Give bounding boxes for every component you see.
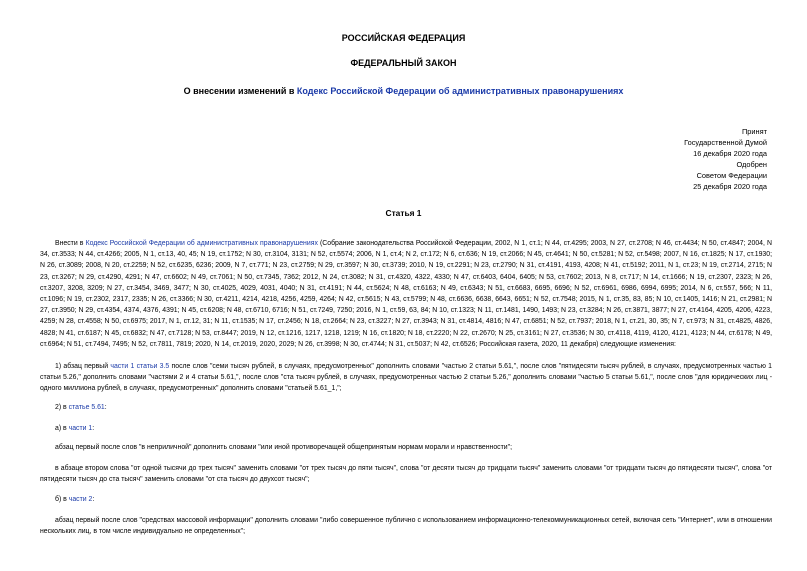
item-2-link[interactable]: статье 5.61 <box>68 404 105 411</box>
adopted-date: 16 декабря 2020 года <box>693 149 767 159</box>
item-2-suffix: : <box>104 404 107 411</box>
subitem-b-link[interactable]: части 2 <box>68 496 93 503</box>
law-title-codex-link[interactable]: Кодекс Российской Федерации об административных правонарушениях <box>296 86 624 96</box>
approved-date: 25 декабря 2020 года <box>693 182 767 192</box>
subitem-a-clause-2: в абзаце втором слова "от одной тысячи до трех тысяч" заменить словами "от трех тысяч до пяти тысяч", слова "от десяти тысяч до тридцати тысяч" заменить словами "от тридцати тысяч до пятидесяти тысяч", слова "от пятидесяти тысяч до ста тысяч" заменить словами "от ста тысяч до двухсот тысяч"; <box>40 465 772 484</box>
approved-label: Одобрен <box>736 160 767 170</box>
subitem-b-suffix: : <box>92 496 95 503</box>
intro-codex-link[interactable]: Кодекс Российской Федерации об административных правонарушениях <box>85 240 318 247</box>
subitem-b-prefix: б) в <box>55 496 69 503</box>
item-1-link[interactable]: части 1 статьи 3.5 <box>110 363 170 370</box>
subitem-b-paragraph <box>40 494 772 505</box>
law-title-prefix: О внесении изменений в <box>183 86 297 96</box>
approved-by: Советом Федерации <box>696 171 767 181</box>
law-title <box>0 86 807 96</box>
subitem-a-prefix: а) в <box>55 425 69 432</box>
intro-prefix: Внести в <box>55 240 86 247</box>
article-intro-paragraph <box>40 238 772 350</box>
country-heading: РОССИЙСКАЯ ФЕДЕРАЦИЯ <box>341 33 466 43</box>
adopted-label: Принят <box>741 127 767 136</box>
subitem-a-suffix: : <box>92 425 95 432</box>
item-1-text: после слов "семи тысяч рублей, в случаях, предусмотренных" дополнить словами "частью 2 статьи 5.61,", после слов "пятидесяти тысяч рублей, в случаях, предусмотренных частью 1 статьи 5.26," дополнить словами "частями 2 и 4 статьи 5.61,", после слов "ста тысяч рублей, в случаях, предусмотренных частью 2 статьи 5.26," дополнить словами "частью 5 статьи 5.61,", после слов "для юридических лиц - одного миллиона рублей, в случаях, предусмотренных" дополнить словами "статьей 5.61_1,"; <box>40 363 773 393</box>
item-2-prefix: 2) в <box>55 404 69 411</box>
intro-text: (Собрание законодательства Российской Федерации, 2002, N 1, ст.1; N 44, ст.4295; 2003, N 27, ст.2708; N 46, ст.4434; N 50, ст.4847; 2004, N 34, ст.3533; N 44, ст.4266; 2005, N 1, ст.13, 40, 45; N 19, ст.1752; N 30, ст.3104, 3131; N 52, ст.5574; 2006, N 1, ст.4; N 2, ст.172; N 6, ст.636; N 19, ст.2066; N 45, ст.4641; N 50, ст.5281; N 52, ст.5498; 2007, N 16, ст.1825; N 17, ст.1930; N 26, ст.3089; 2008, N 20, ст.2259; N 52, ст.6235, 6236; 2009, N 7, ст.771; N 23, ст.2759; N 29, ст.3597; N 30, ст.3739; 2010, N 19, ст.2291; N 23, ст.2790; N 31, ст.4191, 4193, 4208; N 41, ст.5192; 2011, N 1, ст.23; N 19, ст.2714, 2715; N 23, ст.3267; N 29, ст.4290, 4291; N 47, ст.6602; N 49, ст.7061; N 50, ст.7345, 7362; 2012, N 24, ст.3082; N 31, ст.4320, 4322, 4330; N 47, ст.6403, 6404, 6405; N 53, ст.7602; 2013, N 8, ст.717; N 14, ст.1666; N 19, ст.2307, 2323; N 26, ст.3207, 3208, 3209; N 27, ст.3454, 3469, 3477; N 30, ст.4025, 4029, 4031, 4040; N 31, ст.4191; N 44, ст.5624; N 48, ст.6163; N 49, ст.6343; N 51, ст.6683, 6695, 6696; N 52, ст.6961, 6986, 6994, 6995; 2014, N 6, ст.557, 566; N 11, ст.1096; N 19, ст.2302, 2317, 2335; N 26, ст.3366; N 30, ст.4211, 4214, 4218, 4256, 4259, 4264; N 42, ст.5615; N 43, ст.5799; N 48, ст.6636, 6638, 6643, 6651; N 52, ст.7548; 2015, N 1, ст.35, 83, 85; N 10, ст.1405, 1416; N 21, ст.2981; N 27, ст.3950; N 29, ст.4354, 4374, 4376, 4391; N 45, ст.6208; N 48, ст.6710, 6716; N 51, ст.7249, 7250; 2016, N 1, ст.59, 63, 84; N 10, ст.1323; N 11, ст.1481, 1490, 1493; N 23, ст.3284; N 26, ст.3871, 3877; N 27, ст.4164, 4205, 4206, 4223, 4259; N 28, ст.4558; N 50, ст.6975; 2017, N 1, ст.12, 31; N 11, ст.1535; N 17, ст.2456; N 18, ст.2664; N 23, ст.3227; N 27, ст.3943; N 31, ст.4814, 4816; N 47, ст.6851; N 52, ст.7937; 2018, N 1, ст.21, 30, 35; N 7, ст.973; N 31, ст.4825, 4826, 4828; N 41, ст.6187; N 45, ст.6832; N 47, ст.7128; N 53, ст.8447; 2019, N 12, ст.1216, 1217, 1218, 1219; N 16, ст.1820; N 18, ст.2220; N 22, ст.2670; N 25, ст.3161; N 27, ст.3536; N 30, ст.4118, 4119, 4120, 4121, 4123; N 44, ст.6178; N 49, ст.6964; N 51, ст.7494, 7495; N 52, ст.7811, 7819; 2020, N 14, ст.2019, 2020, 2029; N 26, ст.3998; N 30, ст.4744; N 31, ст.5037; N 42, ст.6526; Российская газета, 2020, 11 декабря) следующие изменения: <box>40 240 772 348</box>
item-2-paragraph <box>40 402 772 413</box>
subitem-a-link[interactable]: части 1 <box>68 425 93 432</box>
article-heading: Статья 1 <box>385 208 422 218</box>
adoption-block <box>567 126 767 193</box>
adopted-by: Государственной Думой <box>684 138 767 148</box>
subitem-b-clause-1: абзац первый после слов "средствах массовой информации" дополнить словами "либо совершенное публично с использованием информационно-телекоммуникационных сетей, включая сеть "Интернет", или в отношении нескольких лиц, в том числе индивидуально не определенных"; <box>40 517 772 536</box>
document-type-heading: ФЕДЕРАЛЬНЫЙ ЗАКОН <box>350 58 457 68</box>
item-1-prefix: 1) абзац первый <box>55 363 111 370</box>
item-1-paragraph <box>40 361 772 395</box>
subitem-a-paragraph <box>40 423 772 434</box>
subitem-a-clause-1: абзац первый после слов "в неприличной" дополнить словами "или иной противоречащей общепринятым нормам морали и нравственности"; <box>55 444 512 451</box>
